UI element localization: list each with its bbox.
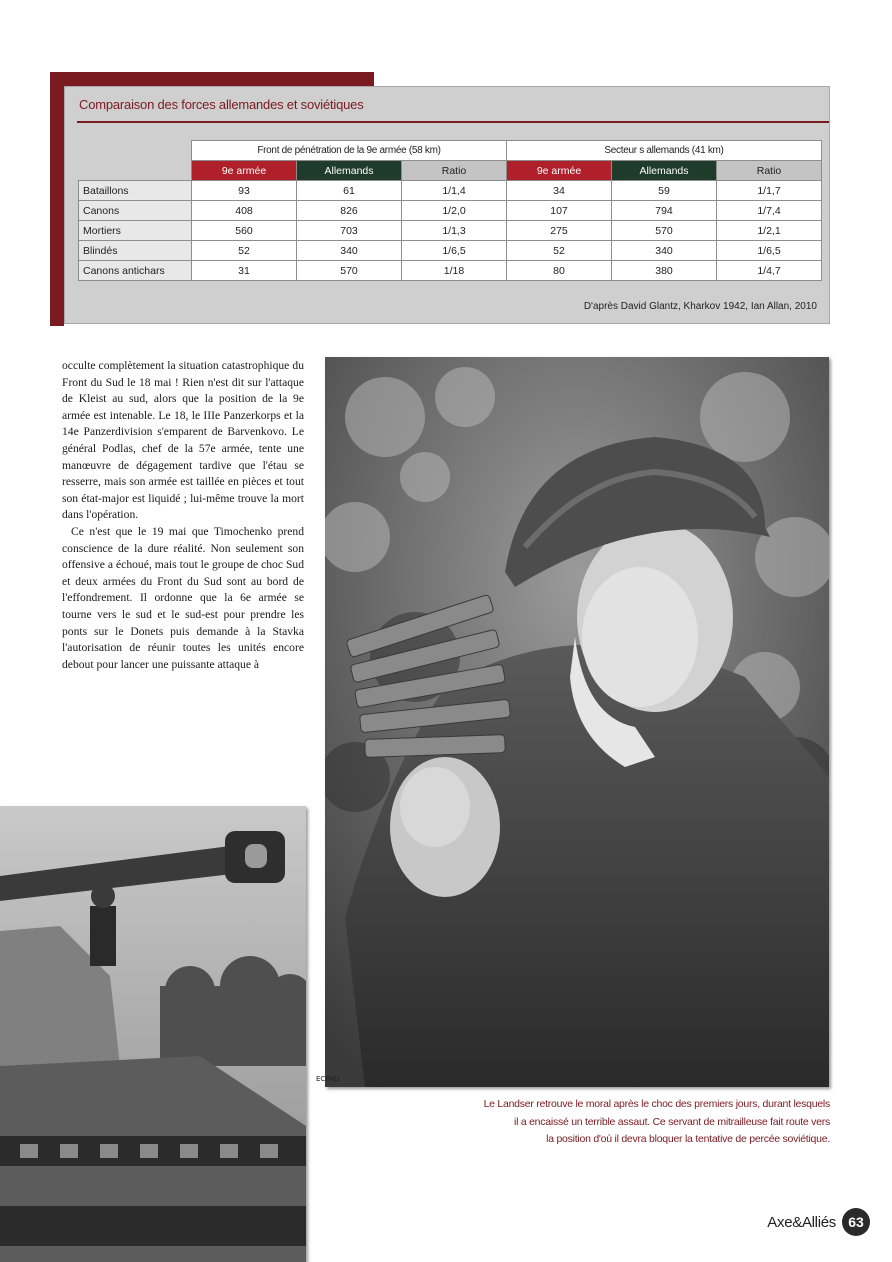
row-label: Bataillons: [79, 181, 192, 201]
forces-comparison-box: [64, 86, 830, 324]
table-cell: 93: [192, 181, 297, 201]
table-cell: 1/6,5: [717, 241, 822, 261]
table-cell: 275: [507, 221, 612, 241]
table-box-accent: [50, 72, 374, 86]
table-cell: 380: [612, 261, 717, 281]
column-header: 9e armée: [192, 161, 297, 181]
table-group-header-row: [79, 141, 822, 161]
photo-credit: ECPAD: [316, 1075, 340, 1083]
table-row: [79, 241, 822, 261]
soldier-photo-image: [325, 357, 829, 1087]
column-header: Ratio: [402, 161, 507, 181]
forces-table: [78, 140, 822, 281]
table-cell: 31: [192, 261, 297, 281]
table-cell: 570: [612, 221, 717, 241]
table-cell: 1/1,3: [402, 221, 507, 241]
soldier-photo: [325, 357, 829, 1087]
table-cell: 1/2,1: [717, 221, 822, 241]
column-header: Allemands: [612, 161, 717, 181]
table-cell: 59: [612, 181, 717, 201]
row-label: Mortiers: [79, 221, 192, 241]
table-corner-2: [79, 161, 192, 181]
article-column: [62, 358, 304, 673]
table-cell: 1/18: [402, 261, 507, 281]
table-corner: [79, 141, 192, 161]
table-cell: 1/7,4: [717, 201, 822, 221]
row-label: Canons: [79, 201, 192, 221]
page-number: 63: [842, 1208, 870, 1236]
table-cell: 570: [297, 261, 402, 281]
table-row: [79, 201, 822, 221]
table-cell: 408: [192, 201, 297, 221]
row-label: Canons antichars: [79, 261, 192, 281]
table-cell: 703: [297, 221, 402, 241]
table-cell: 107: [507, 201, 612, 221]
group-header-penetration: Front de pénétration de la 9e armée (58 km): [192, 141, 507, 161]
article-paragraph: occulte complètement la situation catastrophique du Front du Sud le 18 mai ! Rien n'est dit sur l'attaque de Kleist au sud, alors que la position de la 9e armée est intenable. Le 18, le IIIe Panzerkorps et la 14e Panzerdivision s'emparent de Barvenkovo. Le général Podlas, chef de la 57e armée, tente une manœuvre de dégagement tardive que l'étau se resserre, mais son armée est taillée en pièces et tout son état-major est liquidé ; lui-même trouve la mort dans l'opération.: [62, 359, 304, 522]
table-cell: 1/1,7: [717, 181, 822, 201]
column-header: Allemands: [297, 161, 402, 181]
table-box-accent-side: [50, 72, 64, 326]
group-header-sectors: Secteur s allemands (41 km): [507, 141, 822, 161]
table-cell: 34: [507, 181, 612, 201]
table-title: Comparaison des forces allemandes et soviétiques: [79, 97, 364, 112]
table-cell: 340: [297, 241, 402, 261]
table-source: D'après David Glantz, Kharkov 1942, Ian Allan, 2010: [583, 301, 817, 312]
caption-line: la position d'où il devra bloquer la tentative de percée soviétique.: [546, 1133, 830, 1145]
article-paragraph: Ce n'est que le 19 mai que Timochenko prend conscience de la dure réalité. Non seulement son offensive a échoué, mais tout le groupe de choc Sud et deux armées du Front du Sud sont au bord de l'effondrement. Il ordonne que la 6e armée se tourne vers le sud et le sud-est pour prendre les ponts sur le Donets puis demande à la Stavka l'autorisation de réunir toutes les unités encore debout pour lancer une puissante attaque à: [62, 524, 304, 671]
table-cell: 80: [507, 261, 612, 281]
magazine-brand: Axe&Alliés: [767, 1213, 836, 1231]
title-rule: [77, 121, 829, 123]
table-cell: 560: [192, 221, 297, 241]
photo-caption: [400, 1096, 830, 1149]
table-row: [79, 181, 822, 201]
table-cell: 61: [297, 181, 402, 201]
page-footer: [767, 1208, 870, 1236]
table-column-header-row: [79, 161, 822, 181]
table-cell: 1/1,4: [402, 181, 507, 201]
tank-photo-image: [0, 806, 306, 1262]
caption-line: il a encaissé un terrible assaut. Ce servant de mitrailleuse fait route vers: [514, 1115, 830, 1128]
caption-line: Le Landser retrouve le moral après le choc des premiers jours, durant lesquels: [483, 1098, 830, 1110]
table-cell: 52: [192, 241, 297, 261]
column-header: Ratio: [717, 161, 822, 181]
table-cell: 794: [612, 201, 717, 221]
table-cell: 1/6,5: [402, 241, 507, 261]
table-row: [79, 261, 822, 281]
table-cell: 1/2,0: [402, 201, 507, 221]
column-header: 9e armée: [507, 161, 612, 181]
table-cell: 340: [612, 241, 717, 261]
tank-photo: [0, 806, 306, 1262]
table-cell: 1/4,7: [717, 261, 822, 281]
table-cell: 52: [507, 241, 612, 261]
table-cell: 826: [297, 201, 402, 221]
row-label: Blindés: [79, 241, 192, 261]
table-row: [79, 221, 822, 241]
